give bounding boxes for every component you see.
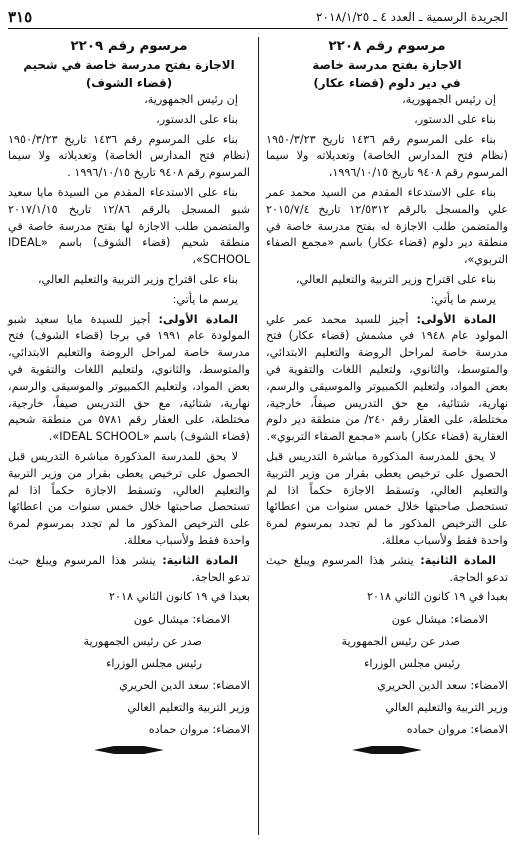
page-header	[8, 6, 508, 29]
decree-2209	[8, 37, 250, 849]
signature-line: وزير التربية والتعليم العالي	[385, 701, 508, 715]
preamble-paragraph: بناء على الاستدعاء المقدم من السيدة مايا سعيد شبو المسجل بالرقم ١٢/٨٦ تاريخ ٢٠١٧/١/١٥ والمتضمن طلب الاجازة لها بفتح مدرسة خاصة في منطقة شحيم (قضاء الشوف) باسم «IDEAL SCHOOL»،	[8, 185, 250, 267]
decree-formula: يرسم ما يأتي:	[172, 292, 238, 306]
signature-line: الامضاء: سعد الدين الحريري	[377, 679, 508, 693]
article-2-label: المادة الثانية:	[162, 553, 238, 567]
article-1-note: لا يحق للمدرسة المذكورة مباشرة التدريس قبل الحصول على ترخيص يعطى بقرار من وزير التربية والتعليم العالي، وتسقط الاجازة حكماً اذا لم تستحصل صاحبتها خلال خمس سنوات من اعطائها على الترخيص المذكور ما لم تجدد بمرسوم لمرة واحدة فقط ولأسباب معللة.	[8, 449, 250, 547]
preamble-paragraph: بناء على المرسوم رقم ١٤٣٦ تاريخ ١٩٥٠/٣/٢٣ (نظام فتح المدارس الخاصة) وتعديلاته ولا سيما المرسوم رقم ٩٤٠٨ تاريخ ١٩٩٦/١٠/١٥،	[266, 132, 508, 180]
date-line: بعبدا في ١٩ كانون الثاني ٢٠١٨	[367, 590, 508, 604]
article-1-text: أجيز للسيدة مايا سعيد شبو المولودة عام ١٩٩١ في برجا (قضاء الشوف) فتح مدرسة خاصة لمراحل الروضة والتعليم الابتدائي، والمتوسط، والثانوي، ولتعليم اللغات والتقوية في بعض المواد، ولتعليم الكمبيوتر والموسيقى والرسم، نهارية، شتائية، مع حق التدريس صيفاً، خارجية، مختلطة، على العقار رقم ٥٧٨١ من منطقة شحيم (قضاء الشوف) باسم «IDEAL SCHOOL».	[8, 312, 250, 444]
decree-subtitle: الاجازة بفتح مدرسة خاصة	[312, 58, 462, 72]
signature-line: الامضاء: ميشال عون	[391, 613, 488, 627]
preamble-paragraph: بناء على الاستدعاء المقدم من السيد محمد عمر علي والمسجل بالرقم ١٢/٥٣١٢ تاريخ ٢٠١٥/٧/٤ والمتضمن طلب الاجازة له بفتح مدرسة خاصة في منطقة دير دلوم (قضاء عكار) باسم «مجمع الصفاء التربوي»،	[266, 185, 508, 267]
article-1-note: لا يحق للمدرسة المذكورة مباشرة التدريس قبل الحصول على ترخيص يعطى بقرار من وزير التربية والتعليم العالي، وتسقط الاجازة حكماً اذا لم تستحصل صاحبتها خلال خمس سنوات من اعطائها على الترخيص المذكور ما لم تجدد بمرسوم لمرة واحدة فقط ولأسباب معللة.	[266, 449, 508, 547]
date-line: بعبدا في ١٩ كانون الثاني ٢٠١٨	[109, 590, 250, 604]
decree-title: مرسوم رقم ٢٢٠٩	[70, 39, 188, 54]
signature-line: رئيس مجلس الوزراء	[364, 657, 460, 671]
preamble-paragraph: إن رئيس الجمهورية،	[144, 93, 238, 106]
journal-issue-line: الجريدة الرسمية ـ العدد ٤ ـ ٢٠١٨/١/٢٥	[316, 10, 508, 24]
article-2	[8, 553, 250, 587]
article-2-text: ينشر هذا المرسوم ويبلغ حيث تدعو الحاجة.	[266, 553, 508, 584]
article-2-label: المادة الثانية:	[420, 553, 496, 567]
article-1	[8, 312, 250, 446]
signature-line: وزير التربية والتعليم العالي	[127, 701, 250, 715]
article-1-text: أجيز للسيد محمد عمر علي المولود عام ١٩٤٨ في مشمش (قضاء عكار) فتح مدرسة خاصة لمراحل الروضة والتعليم الابتدائي، والمتوسط، والثانوي، ولتعليم اللغات والتقوية في بعض المواد، ولتعليم الكمبيوتر والموسيقى والرسم، نهارية، شتائية، مع حق التدريس صيفاً، خارجية، مختلطة، على العقار رقم ٢٤٠/ من منطقة دير دلوم العقارية (قضاء عكار) باسم «مجمع الصفاء التربوي».	[266, 312, 509, 444]
article-1	[266, 312, 508, 446]
decree-subtitle-location: (قضاء الشوف)	[85, 76, 173, 90]
preamble-paragraph: بناء على اقتراح وزير التربية والتعليم العالي،	[37, 272, 238, 286]
article-1-label: المادة الأولى:	[416, 312, 496, 326]
signature-line: صدر عن رئيس الجمهورية	[83, 635, 202, 649]
preamble-paragraph: بناء على الدستور،	[414, 112, 496, 126]
decree-title: مرسوم رقم ٢٢٠٨	[328, 39, 446, 54]
page-number: ٣١٥	[8, 8, 33, 26]
signature-line: الامضاء: مروان حماده	[148, 723, 250, 737]
signature-line: الامضاء: سعد الدين الحريري	[119, 679, 250, 693]
end-ornament-icon	[266, 745, 508, 755]
signature-line: الامضاء: مروان حماده	[406, 723, 508, 737]
article-2	[266, 553, 508, 587]
preamble-paragraph: إن رئيس الجمهورية،	[402, 93, 496, 106]
decree-formula: يرسم ما يأتي:	[430, 292, 496, 306]
two-column-body	[8, 37, 508, 849]
preamble-paragraph: بناء على المرسوم رقم ١٤٣٦ تاريخ ١٩٥٠/٣/٢٣ (نظام فتح المدارس الخاصة) وتعديلاته ولا سيما المرسوم رقم ٩٤٠٨ تاريخ ١٩٩٦/١٠/١٥ .	[8, 132, 250, 180]
decree-2208	[266, 37, 508, 849]
signature-line: رئيس مجلس الوزراء	[106, 657, 202, 671]
end-ornament-icon	[8, 745, 250, 755]
decree-subtitle: الاجازة بفتح مدرسة خاصة في شحيم	[23, 58, 235, 72]
column-divider	[258, 37, 259, 835]
decree-subtitle-location: في دير دلوم (قضاء عكار)	[313, 76, 461, 90]
article-2-text: ينشر هذا المرسوم ويبلغ حيث تدعو الحاجة.	[8, 553, 250, 584]
preamble-paragraph: بناء على الدستور،	[156, 112, 238, 126]
signature-line: الامضاء: ميشال عون	[133, 613, 230, 627]
signature-line: صدر عن رئيس الجمهورية	[341, 635, 460, 649]
preamble-paragraph: بناء على اقتراح وزير التربية والتعليم العالي،	[295, 272, 496, 286]
article-1-label: المادة الأولى:	[158, 312, 239, 326]
